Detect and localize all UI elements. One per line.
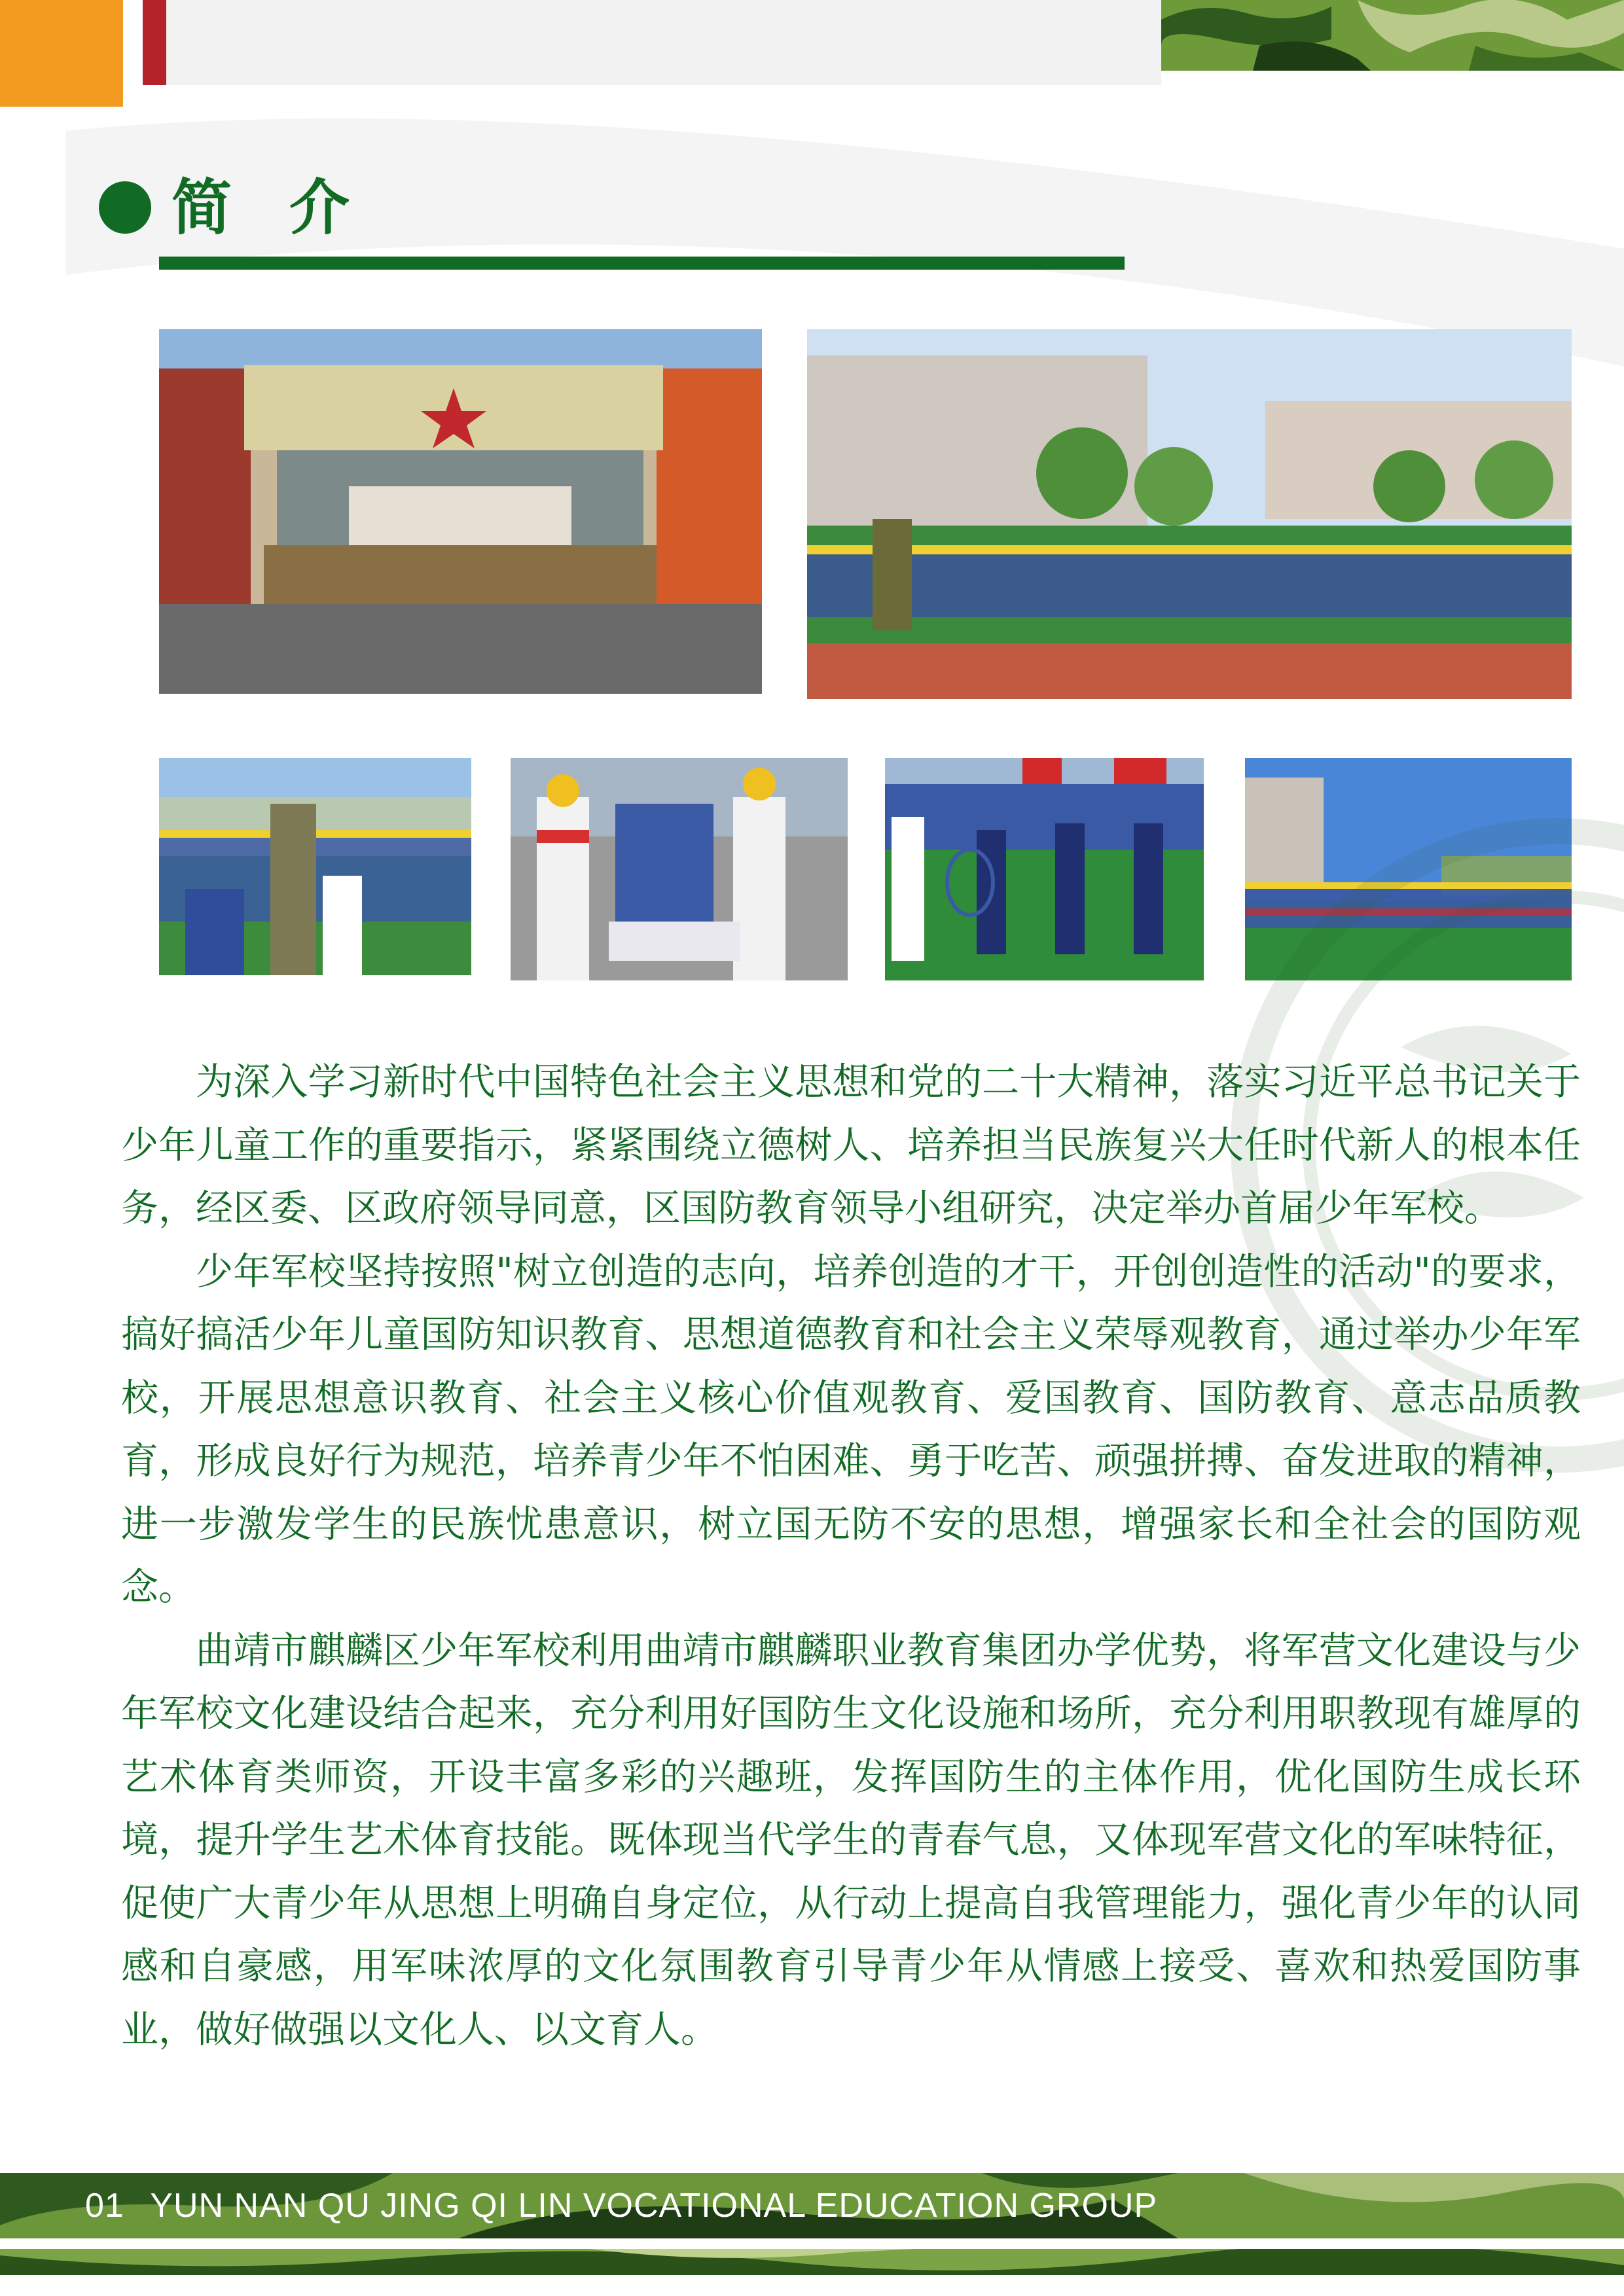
page-title: 简 介 (171, 172, 369, 243)
footer-org-name: YUN NAN QU JING QI LIN VOCATIONAL EDUCATION GROUP (150, 2187, 1158, 2225)
body-paragraph: 少年军校坚持按照"树立创造的志向，培养创造的才干，开创创造性的活动"的要求，搞好搞活少年儿童国防知识教育、思想道德教育和社会主义荣辱观教育，通过举办少年军校，开展思想意识教育、社会主义核心价值观教育、爱国教育、国防教育、意志品质教育，形成良好行为规范，培养青少年不怕困难、勇于吃苦、顽强拼搏、奋发进取的精神，进一步激发学生的民族忧患意识，树立国无防不安的思想，增强家长和全社会的国防观念。 (121, 1249, 1581, 1609)
body-paragraph: 为深入学习新时代中国特色社会主义思想和党的二十大精神，落实习近平总书记关于少年儿童工作的重要指示，紧紧围绕立德树人、培养担当民族复兴大任时代新人的根本任务，经区委、区政府领导同意，区国防教育领导小组研究，决定举办首届少年军校。 (121, 1060, 1581, 1230)
hoop-game-photo (885, 758, 1204, 980)
footer-label (85, 2179, 1157, 2232)
camouflage-pattern-bottom (0, 2249, 1624, 2275)
camouflage-pattern-top (1161, 0, 1624, 71)
red-accent-bar (143, 0, 166, 85)
assembly-field-photo (807, 329, 1572, 699)
instructor-with-students-photo (159, 758, 471, 975)
group-activity-photo (511, 758, 848, 980)
title-underline (159, 257, 1125, 270)
title-bullet-dot (99, 181, 151, 234)
body-paragraph: 曲靖市麒麟区少年军校利用曲靖市麒麟职业教育集团办学优势，将军营文化建设与少年军校文化建设结合起来，充分利用好国防生文化设施和场所，充分利用职教现有雄厚的艺术体育类师资，开设丰富多彩的兴趣班，发挥国防生的主体作用，优化国防生成长环境，提升学生艺术体育技能。既体现当代学生的青春气息，又体现军营文化的军味特征，促使广大青少年从思想上明确自身定位，从行动上提高自我管理能力，强化青少年的认同感和自豪感，用军味浓厚的文化氛围教育引导青少年从情感上接受、喜欢和热爱国防事业，做好做强以文化人、以文育人。 (121, 1628, 1581, 2051)
school-gate-photo (159, 329, 762, 694)
orange-corner-block (0, 0, 123, 107)
page-number: 01 (85, 2187, 124, 2225)
body-text (121, 1050, 1581, 2061)
header-grey-bar (166, 0, 1161, 85)
